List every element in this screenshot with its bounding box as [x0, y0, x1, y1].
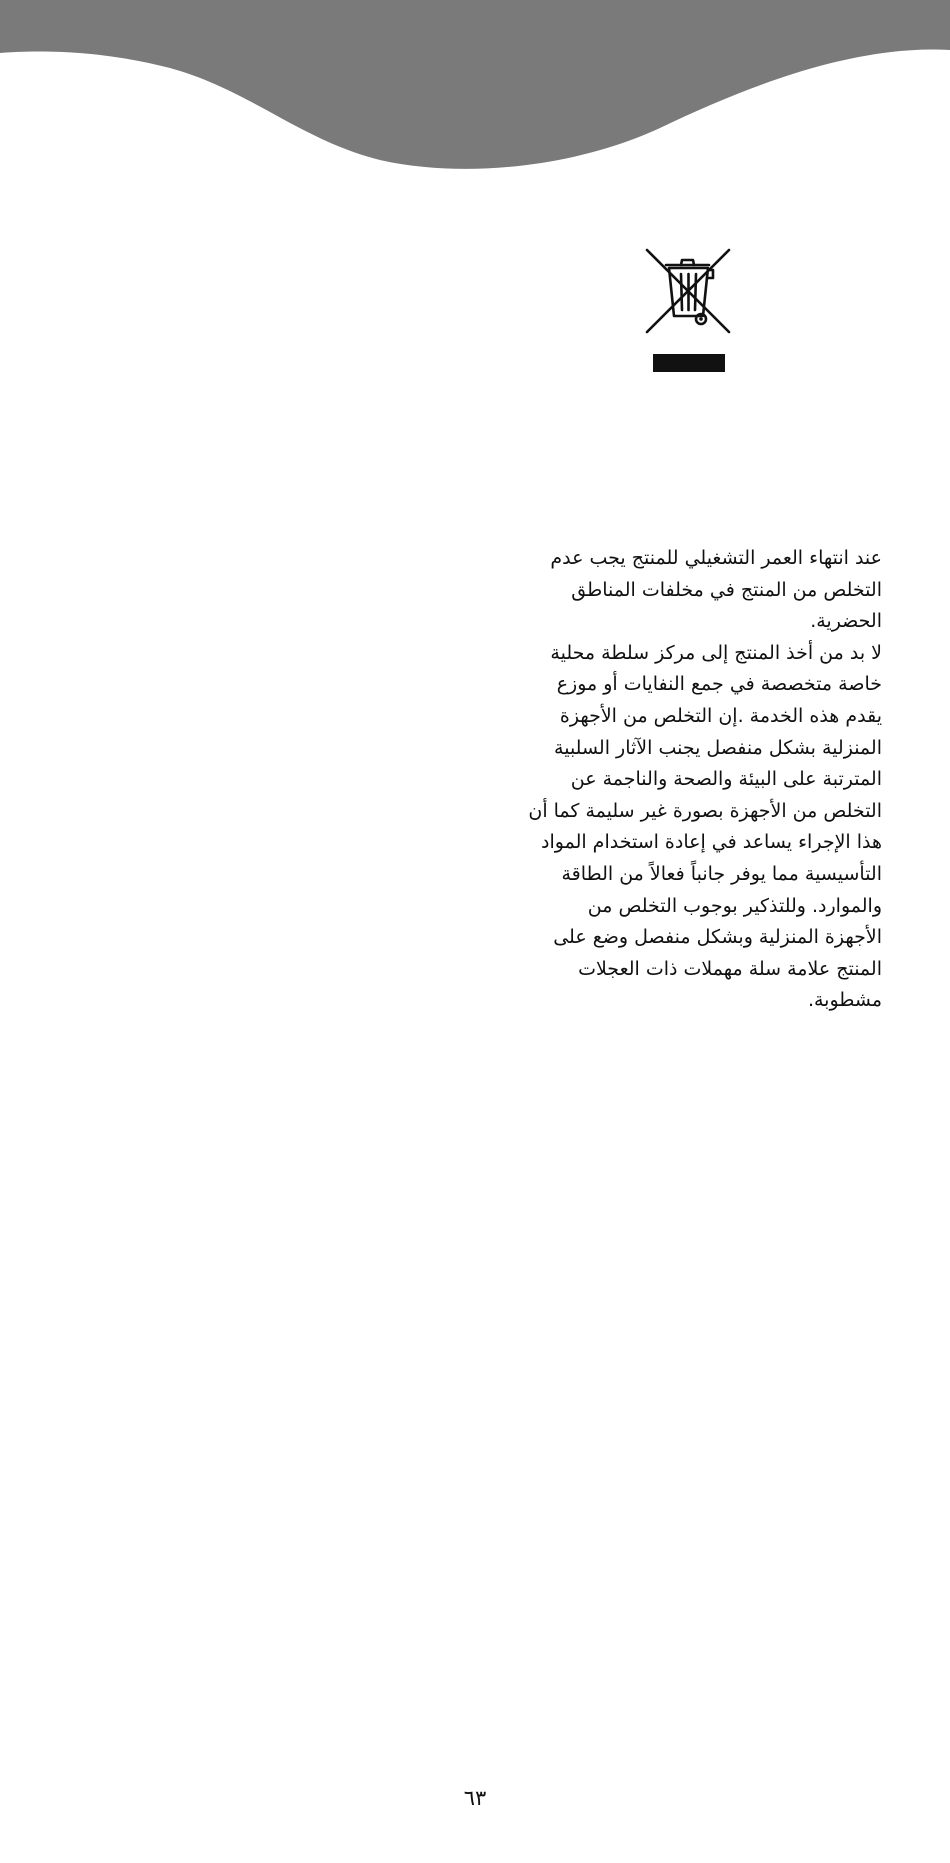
disposal-notice-line: مشطوبة.: [807, 989, 882, 1012]
disposal-notice-line: الحضرية.: [810, 610, 882, 633]
disposal-notice-line: المنزلية بشكل منفصل يجنب الآثار السلبية: [554, 736, 882, 759]
disposal-notice: [470, 543, 882, 1017]
header-wave: [0, 0, 950, 175]
disposal-notice-line: الأجهزة المنزلية وبشكل منفصل وضع على: [553, 926, 882, 949]
disposal-notice-line: التخلص من المنتج في مخلفات المناطق: [571, 578, 882, 601]
disposal-notice-line: هذا الإجراء يساعد في إعادة استخدام المواد: [541, 831, 882, 854]
disposal-notice-line: المترتبة على البيئة والصحة والناجمة عن: [570, 768, 882, 791]
disposal-notice-line: خاصة متخصصة في جمع النفايات أو موزع: [556, 673, 882, 696]
page-number: ٦٣: [463, 1786, 487, 1810]
disposal-notice-line: التخلص من الأجهزة بصورة غير سليمة كما أن: [528, 799, 882, 822]
disposal-notice-line: لا بد من أخذ المنتج إلى مركز سلطة محلية: [550, 641, 882, 664]
disposal-notice-line: التأسيسية مما يوفر جانباً فعالاً من الطاقة: [561, 862, 882, 885]
disposal-notice-line: يقدم هذه الخدمة .إن التخلص من الأجهزة: [559, 704, 882, 727]
crossed-out-wheeled-bin-icon: [643, 246, 733, 336]
weee-black-bar: [653, 354, 725, 372]
disposal-notice-line: عند انتهاء العمر التشغيلي للمنتج يجب عدم: [550, 547, 882, 569]
disposal-notice-line: والموارد. وللتذكير بوجوب التخلص من: [587, 894, 882, 917]
disposal-notice-line: المنتج علامة سلة مهملات ذات العجلات: [578, 957, 882, 980]
